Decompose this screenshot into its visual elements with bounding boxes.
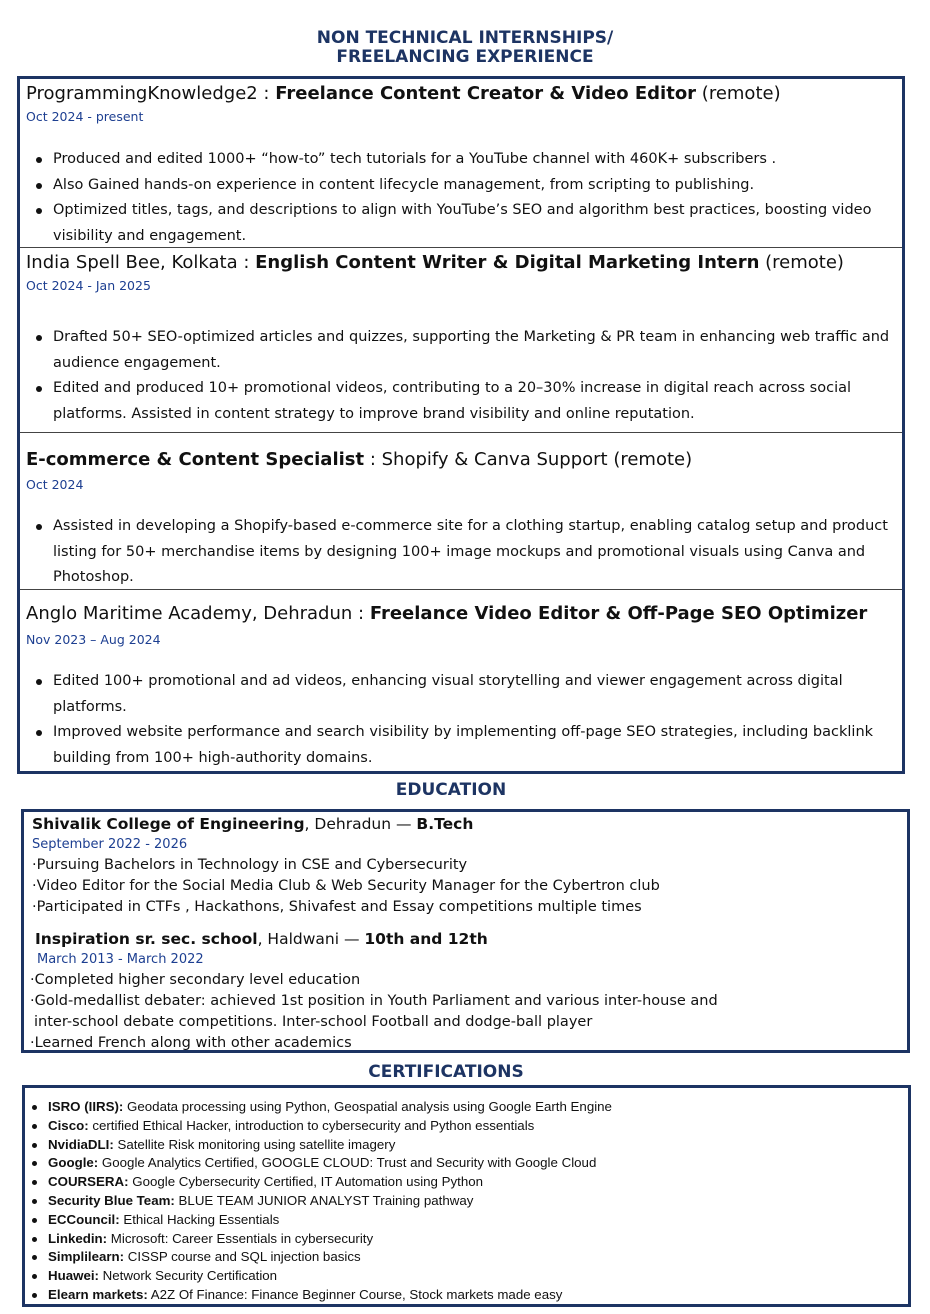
education-date: March 2013 - March 2022 [37, 952, 204, 967]
school-degree: 10th and 12th [364, 930, 488, 948]
job-entry-ecommerce-specialist [20, 433, 902, 590]
cert-issuer: ECCouncil: [48, 1211, 120, 1227]
job-role: Freelance Video Editor & Off-Page SEO Optimizer [369, 603, 868, 624]
school-name: Inspiration sr. sec. school [35, 930, 258, 948]
certification-item [31, 1154, 612, 1173]
job-org: : Shopify & Canva Support (remote) [364, 449, 693, 470]
job-bullet: Also Gained hands-on experience in content lifecycle management, from scripting to publishing. [36, 173, 898, 199]
cert-detail: BLUE TEAM JUNIOR ANALYST Training pathway [174, 1192, 474, 1208]
job-org: India Spell Bee, Kolkata : [26, 252, 256, 273]
job-bullet: Drafted 50+ SEO-optimized articles and quizzes, supporting the Marketing & PR team in enhancing web traffic and audience engagement. [36, 325, 898, 376]
cert-issuer: Simplilearn: [48, 1249, 125, 1265]
cert-detail: Google Analytics Certified, GOOGLE CLOUD: Trust and Security with Google Cloud [98, 1155, 597, 1171]
job-entry-anglo-maritime [20, 590, 902, 771]
job-bullet: Assisted in developing a Shopify-based e-commerce site for a clothing startup, enabling catalog setup and product listing for 50+ merchandise items by designing 100+ image mockups and promotional visuals using Canva and Photoshop. [36, 514, 898, 591]
job-bullets [36, 147, 898, 249]
internships-box [17, 76, 905, 774]
job-bullet: Improved website performance and search visibility by implementing off-page SEO strategies, including backlink building from 100+ high-authority domains. [36, 720, 898, 771]
job-title [26, 447, 692, 473]
certification-item [31, 1230, 612, 1249]
job-date: Oct 2024 - present [26, 109, 144, 124]
job-bullets [36, 514, 898, 591]
job-org: ProgrammingKnowledge2 : [26, 83, 276, 104]
certification-item [31, 1173, 612, 1192]
school-location: , Dehradun — [304, 815, 417, 833]
certification-item [31, 1117, 612, 1136]
education-detail: ·Completed higher secondary level education [30, 972, 361, 988]
internships-heading-line1: NON TECHNICAL INTERNSHIPS/ [316, 28, 614, 48]
education-detail: ·Gold-medallist debater: achieved 1st position in Youth Parliament and various inter-house and [30, 993, 718, 1009]
job-date: Oct 2024 [26, 477, 84, 492]
education-box [21, 809, 910, 1053]
job-bullets [36, 669, 898, 771]
school-location: , Haldwani — [257, 930, 365, 948]
certification-item [31, 1267, 612, 1286]
cert-issuer: Google: [48, 1155, 99, 1171]
cert-issuer: Linkedin: [48, 1230, 108, 1246]
cert-detail: Geodata processing using Python, Geospatial analysis using Google Earth Engine [123, 1099, 612, 1114]
cert-issuer: NvidiaDLI: [48, 1136, 114, 1152]
job-bullet: Edited and produced 10+ promotional videos, contributing to a 20–30% increase in digital reach across social platforms. Assisted in content strategy to improve brand visibility and online reputation. [36, 376, 898, 427]
education-detail: ·Learned French along with other academics [30, 1035, 352, 1051]
school-name: Shivalik College of Engineering [32, 815, 305, 833]
certifications-heading: CERTIFICATIONS [368, 1062, 524, 1082]
cert-issuer: COURSERA: [48, 1174, 129, 1190]
cert-detail: Microsoft: Career Essentials in cybersecurity [107, 1230, 374, 1246]
job-title [26, 250, 844, 276]
job-mode: (remote) [759, 252, 844, 273]
job-mode: (remote) [696, 83, 781, 104]
education-detail: ·Pursuing Bachelors in Technology in CSE and Cybersecurity [32, 857, 468, 873]
job-date: Oct 2024 - Jan 2025 [26, 278, 151, 293]
cert-detail: CISSP course and SQL injection basics [124, 1249, 361, 1265]
education-date: September 2022 - 2026 [32, 837, 188, 852]
cert-detail: A2Z Of Finance: Finance Beginner Course, Stock markets made easy [147, 1286, 563, 1302]
school-degree: B.Tech [416, 815, 474, 833]
cert-issuer: Huawei: [48, 1268, 99, 1284]
certification-item [31, 1248, 612, 1267]
education-detail: inter-school debate competitions. Inter-school Football and dodge-ball player [34, 1014, 593, 1030]
job-role: Freelance Content Creator & Video Editor [275, 83, 697, 104]
job-bullet: Edited 100+ promotional and ad videos, enhancing visual storytelling and viewer engagement across digital platforms. [36, 669, 898, 720]
job-bullet: Optimized titles, tags, and descriptions to align with YouTube’s SEO and algorithm best practices, boosting video visibility and engagement. [36, 198, 898, 249]
education-school [32, 814, 473, 835]
job-bullets [36, 325, 898, 427]
certification-item [31, 1286, 612, 1305]
internships-heading [0, 29, 930, 67]
job-role: E-commerce & Content Specialist [26, 449, 365, 470]
cert-detail: Ethical Hacking Essentials [119, 1211, 280, 1227]
education-heading: EDUCATION [395, 780, 507, 800]
job-role: English Content Writer & Digital Marketing Intern [255, 252, 760, 273]
job-org: Anglo Maritime Academy, Dehradun : [26, 603, 370, 624]
job-entry-india-spell-bee [20, 248, 902, 433]
education-detail: ·Video Editor for the Social Media Club & Web Security Manager for the Cybertron club [32, 878, 660, 894]
cert-detail: certified Ethical Hacker, introduction to cybersecurity and Python essentials [88, 1117, 535, 1133]
job-title [26, 601, 867, 627]
job-title [26, 81, 781, 107]
education-school [35, 929, 488, 950]
cert-issuer: Security Blue Team: [48, 1192, 175, 1208]
job-entry-programmingknowledge2 [20, 79, 902, 248]
certification-item [31, 1211, 612, 1230]
certifications-box [22, 1085, 911, 1307]
cert-issuer: Cisco: [48, 1117, 89, 1133]
internships-heading-line2: FREELANCING EXPERIENCE [336, 47, 594, 67]
cert-detail: Google Cybersecurity Certified, IT Automation using Python [128, 1174, 484, 1190]
certification-item [31, 1098, 612, 1117]
cert-detail: Satellite Risk monitoring using satellite imagery [113, 1136, 396, 1152]
job-bullet: Produced and edited 1000+ “how-to” tech tutorials for a YouTube channel with 460K+ subscribers . [36, 147, 898, 173]
education-detail: ·Participated in CTFs , Hackathons, Shivafest and Essay competitions multiple times [32, 899, 642, 915]
job-date: Nov 2023 – Aug 2024 [26, 632, 161, 647]
certification-item [31, 1192, 612, 1211]
certifications-list [31, 1098, 612, 1305]
cert-issuer: ISRO (IIRS): [48, 1099, 124, 1114]
cert-detail: Network Security Certification [98, 1268, 278, 1284]
cert-issuer: Elearn markets: [48, 1286, 148, 1302]
certification-item [31, 1136, 612, 1155]
